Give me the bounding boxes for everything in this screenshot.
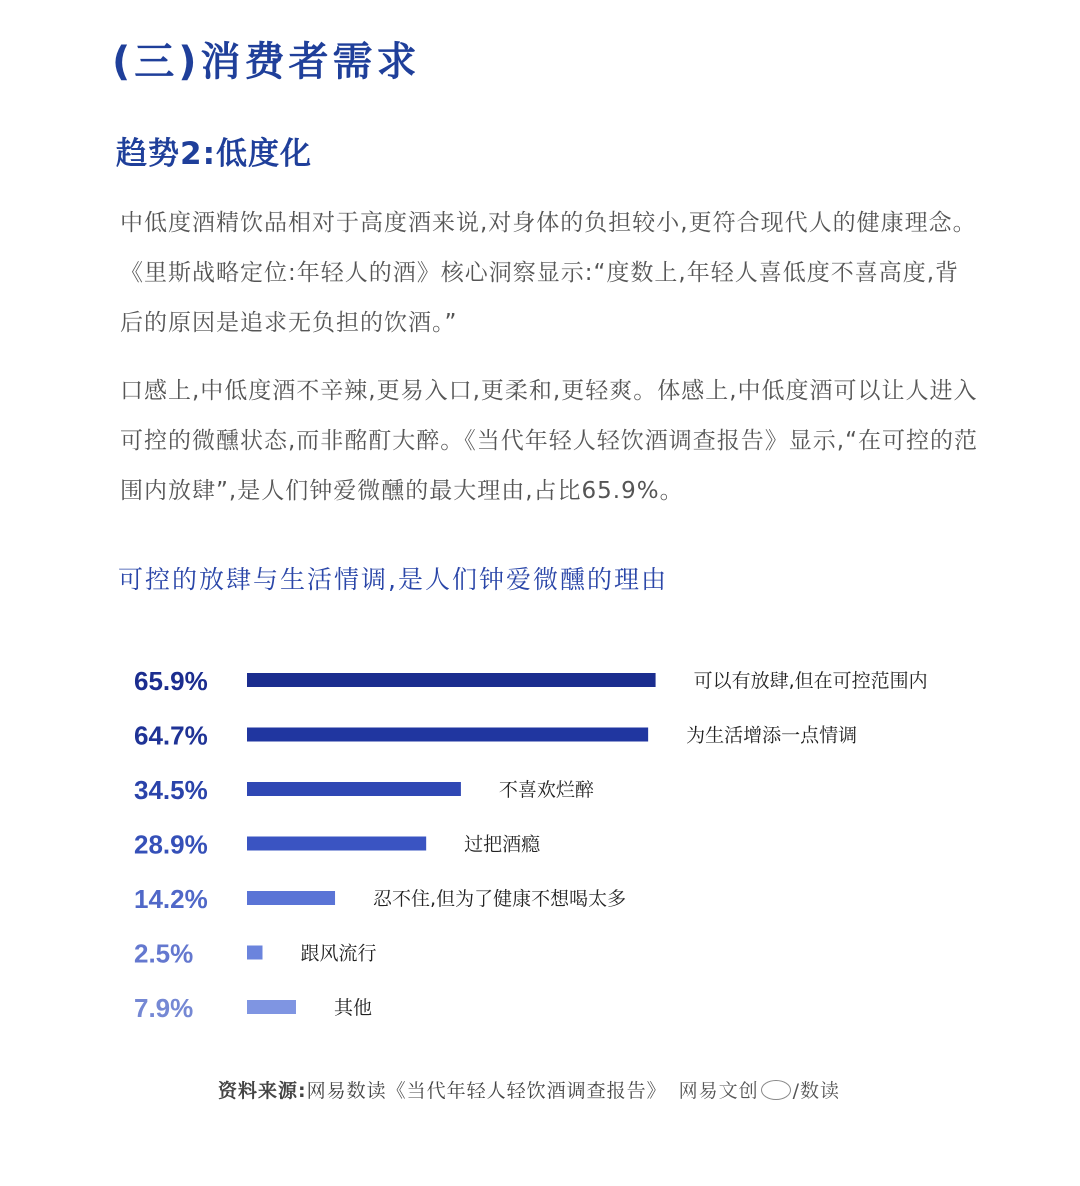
category-label: 可以有放肆,但在可控范围内 (693, 670, 928, 692)
netease-circle-icon (761, 1080, 791, 1100)
bar (247, 782, 461, 796)
source-line (218, 1076, 840, 1103)
category-label: 其他 (333, 997, 372, 1019)
paragraph-1: 中低度酒精饮品相对于高度酒来说,对身体的负担较小,更符合现代人的健康理念。《里斯战略定位:年轻人的酒》核心洞察显示:“度数上,年轻人喜低度不喜高度,背后的原因是追求无负担的饮酒。” (120, 210, 977, 336)
bar (247, 673, 656, 687)
value-label: 65.9% (134, 666, 208, 696)
value-label: 7.9% (134, 993, 194, 1023)
source-text: 网易数读《当代年轻人轻饮酒调查报告》 (306, 1080, 667, 1102)
bar (247, 946, 263, 960)
category-label: 忍不住,但为了健康不想喝太多 (373, 888, 627, 910)
category-label: 过把酒瘾 (464, 833, 541, 856)
category-label: 不喜欢烂醉 (498, 779, 594, 801)
bar-chart (0, 640, 1080, 1040)
value-label: 28.9% (134, 829, 208, 860)
netease-logo (679, 1076, 840, 1103)
source-label: 资料来源: (218, 1080, 307, 1102)
value-label: 2.5% (134, 938, 194, 969)
trend-title: 趋势2:低度化 (116, 136, 312, 172)
logo-text-left: 网易文创 (678, 1080, 759, 1102)
bar (247, 891, 335, 905)
section-title: (三)消费者需求 (112, 39, 421, 85)
value-label: 34.5% (134, 775, 208, 805)
bar (247, 837, 426, 851)
logo-text-right: /数读 (792, 1080, 841, 1102)
category-label: 为生活增添一点情调 (686, 724, 858, 747)
chart-title: 可控的放肆与生活情调,是人们钟爱微醺的理由 (118, 565, 668, 594)
bar (247, 1000, 296, 1014)
bar (247, 728, 648, 742)
category-label: 跟风流行 (300, 942, 377, 965)
paragraph-2: 口感上,中低度酒不辛辣,更易入口,更柔和,更轻爽。体感上,中低度酒可以让人进入可控的微醺状态,而非酩酊大醉。《当代年轻人轻饮酒调查报告》显示,“在可控的范围内放肆”,是人们钟爱微醺的最大理由,占比65.9%。 (120, 378, 979, 504)
value-label: 14.2% (134, 884, 208, 914)
value-label: 64.7% (134, 720, 208, 751)
